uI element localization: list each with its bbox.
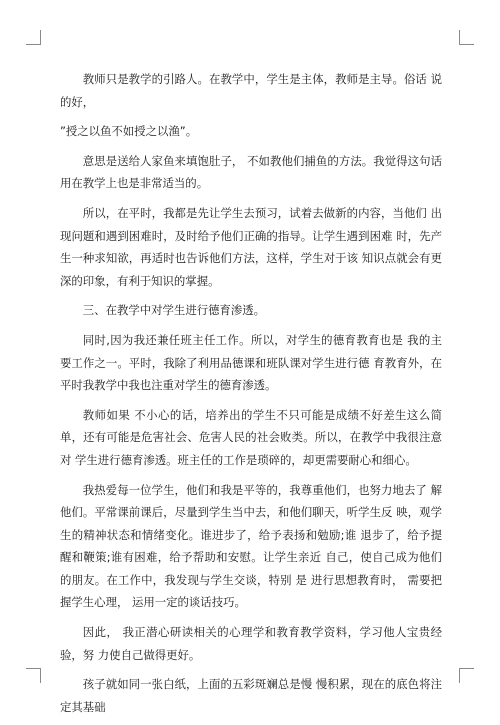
crop-mark-bottom-left: [26, 668, 41, 683]
document-body: [60, 68, 442, 725]
paragraph-9: 因此， 我正潜心研读相关的心理学和教育教学资料，学习他人宝贵经验，努 力使自己做得更好。: [60, 625, 442, 662]
paragraph-3: 意思是送给人家鱼来填饱肚子， 不如教他们捕鱼的方法。我觉得这句话用在教学上也是非常适当的。: [60, 153, 442, 191]
section-heading: 三、在教学中对学生进行德育渗透。: [82, 303, 266, 318]
paragraph-4: 所以，在平时，我都是先让学生去预习，试着去做新的内容，当他们 出现问题和遇到困难时，及时给予他们正确的指导。让学生遇到困难 时，先产生一种求知欲，再适时也告诉他们方法，这样，学生对于该 知识点就会有更深的印象，有利于知识的掌握。: [60, 205, 442, 288]
crop-mark-top-left: [26, 30, 41, 45]
paragraph-2-quote: ”授之以鱼不如授之以渔”。: [60, 124, 198, 139]
paragraph-6: 同时,因为我还兼任班主任工作。所以，对学生的德育教育也是 我的主要工作之一。平时，我除了利用品德课和班队课对学生进行德 育教育外，在平时我教学中我也注重对学生的德育渗透。: [60, 332, 442, 393]
paragraph-10: 孩子就如同一张白纸，上面的五彩斑斓总是慢 慢积累，现在的底色将注定其基础: [60, 677, 442, 714]
crop-mark-bottom-right: [459, 668, 474, 683]
crop-mark-top-right: [459, 30, 474, 45]
paragraph-1: 教师只是教学的引路人。在教学中，学生是主体，教师是主导。俗话 说的好，: [60, 72, 442, 109]
paragraph-8: 我热爱每一位学生，他们和我是平等的，我尊重他们，也努力地去了 解他们。平常课前课后，尽量到学生当中去，和他们聊天，听学生反 映，观学生的精神状态和情绪变化。谁进步了，给予表扬和勉励;谁 退步了，给予提醒和鞭策;谁有困难，给予帮助和安慰。让学生亲近 自己，使自己成为他们的朋友。在工作中，我发现与学生交谈，特别 是 进行思想教育时， 需要把握学生心理， 运用一定的谈话技巧。: [60, 482, 442, 610]
paragraph-7: 教师如果 不小心的话，培养出的学生不只可能是成绩不好差生这么简单，还有可能是危害社会、危害人民的社会败类。所以，在教学中我很注意对 学生进行德育渗透。班主任的工作是琐碎的，却更需要耐心和细心。: [60, 407, 442, 467]
